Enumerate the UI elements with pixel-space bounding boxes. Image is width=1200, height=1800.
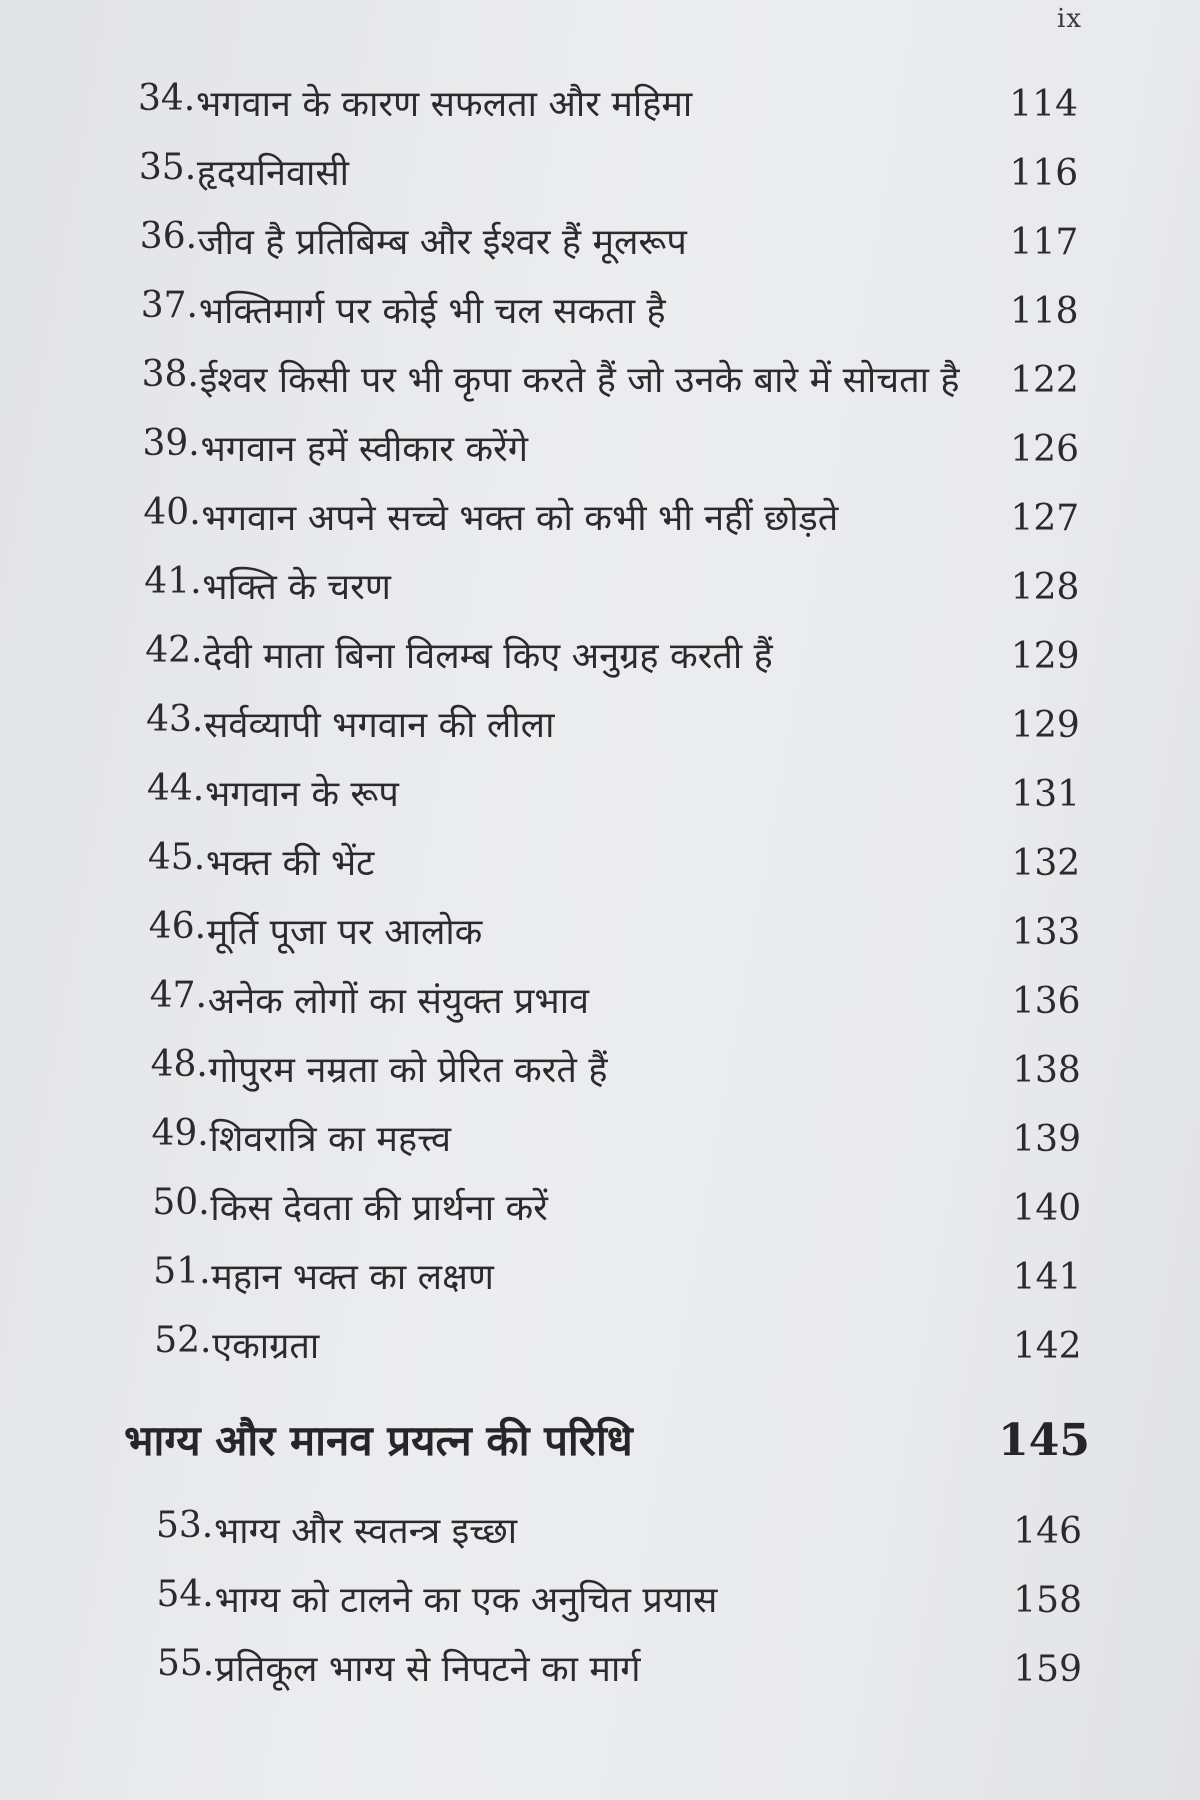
contents-list-part-2 (0, 1497, 1200, 1704)
toc-entry (0, 760, 1200, 829)
entry-title: भक्त की भेंट (205, 843, 375, 884)
table-of-contents (0, 70, 1200, 1704)
entry-number: 42. (145, 630, 203, 671)
entry-page-number: 158 (1013, 1580, 1082, 1621)
entry-title: भगवान के रूप (205, 774, 399, 815)
entry-page-number: 133 (1011, 912, 1081, 953)
entry-page-number: 141 (1012, 1257, 1082, 1298)
toc-entry (0, 346, 1200, 415)
entry-title: भाग्य को टालने का एक अनुचित प्रयास (214, 1580, 718, 1621)
entry-page-number: 159 (1013, 1649, 1082, 1690)
entry-number: 49. (151, 1113, 209, 1154)
entry-page-number: 127 (1010, 498, 1080, 539)
entry-title: शिवरात्रि का महत्त्व (209, 1119, 451, 1160)
entry-number: 45. (147, 837, 206, 878)
entry-number: 43. (146, 699, 204, 740)
entry-number: 50. (152, 1182, 210, 1223)
entry-page-number: 118 (1009, 291, 1079, 332)
entry-number: 55. (157, 1643, 215, 1684)
toc-entry (0, 208, 1200, 277)
toc-entry (0, 1174, 1200, 1243)
section-title: भाग्य और मानव प्रयत्न की परिधि (124, 1416, 633, 1465)
toc-entry (0, 1566, 1200, 1635)
toc-entry (0, 967, 1200, 1036)
entry-title: जीव है प्रतिबिम्ब और ईश्वर हैं मूलरूप (197, 222, 687, 263)
toc-entry (0, 898, 1200, 967)
entry-title: मूर्ति पूजा पर आलोक (206, 912, 483, 953)
entry-number: 40. (143, 492, 201, 533)
entry-page-number: 116 (1009, 153, 1079, 194)
entry-title: भगवान के कारण सफलता और महिमा (196, 84, 693, 125)
entry-page-number: 131 (1011, 774, 1080, 815)
entry-number: 35. (138, 147, 197, 188)
entry-number: 47. (149, 975, 207, 1016)
contents-list-part-1 (0, 70, 1200, 1381)
toc-entry (0, 829, 1200, 898)
entry-page-number: 114 (1009, 84, 1078, 125)
entry-number: 39. (142, 423, 200, 464)
entry-page-number: 129 (1010, 636, 1080, 677)
toc-entry (0, 1105, 1200, 1174)
toc-entry (0, 1497, 1200, 1566)
entry-number: 48. (150, 1044, 208, 1085)
entry-page-number: 126 (1010, 429, 1079, 470)
entry-page-number: 122 (1010, 360, 1079, 401)
entry-page-number: 132 (1011, 843, 1081, 884)
entry-page-number: 146 (1013, 1511, 1082, 1552)
entry-number: 44. (147, 768, 205, 809)
entry-title: महान भक्त का लक्षण (211, 1257, 494, 1298)
entry-page-number: 129 (1011, 705, 1080, 746)
toc-entry (0, 484, 1200, 553)
entry-page-number: 138 (1012, 1050, 1081, 1091)
entry-title: भक्तिमार्ग पर कोई भी चल सकता है (198, 291, 666, 332)
entry-number: 36. (139, 216, 198, 257)
entry-number: 34. (138, 78, 196, 119)
toc-entry (0, 1036, 1200, 1105)
entry-title: ईश्वर किसी पर भी कृपा करते हैं जो उनके बारे में सोचता है (199, 360, 960, 401)
entry-number: 53. (156, 1505, 214, 1546)
toc-entry (0, 1312, 1200, 1381)
entry-title: किस देवता की प्रार्थना करें (210, 1188, 548, 1229)
entry-number: 51. (153, 1251, 211, 1292)
toc-entry (0, 691, 1200, 760)
entry-number: 37. (140, 285, 198, 326)
toc-entry (0, 70, 1200, 139)
entry-title: देवी माता बिना विलम्ब किए अनुग्रह करती हैं (203, 636, 773, 677)
toc-entry (0, 277, 1200, 346)
entry-number: 46. (148, 906, 207, 947)
entry-page-number: 140 (1012, 1188, 1082, 1229)
entry-page-number: 142 (1012, 1326, 1082, 1367)
toc-entry (0, 1243, 1200, 1312)
entry-page-number: 128 (1010, 567, 1080, 608)
toc-entry (0, 553, 1200, 622)
entry-title: प्रतिकूल भाग्य से निपटने का मार्ग (215, 1649, 641, 1690)
entry-title: अनेक लोगों का संयुक्त प्रभाव (207, 981, 590, 1022)
toc-entry (0, 139, 1200, 208)
entry-number: 54. (156, 1574, 214, 1615)
entry-number: 52. (154, 1320, 212, 1361)
section-heading (0, 1395, 1200, 1497)
toc-entry (0, 1635, 1200, 1704)
toc-entry (0, 622, 1200, 691)
entry-title: भगवान हमें स्वीकार करेंगे (200, 429, 529, 470)
entry-page-number: 139 (1012, 1119, 1081, 1160)
entry-page-number: 136 (1011, 981, 1081, 1022)
entry-title: हृदयनिवासी (196, 153, 349, 194)
section-page-number: 145 (998, 1415, 1090, 1466)
page-folio: ix (1057, 4, 1082, 34)
toc-entry (0, 415, 1200, 484)
entry-title: सर्वव्यापी भगवान की लीला (204, 705, 555, 746)
entry-number: 38. (141, 354, 199, 395)
entry-page-number: 117 (1009, 222, 1079, 263)
entry-title: भगवान अपने सच्चे भक्त को कभी भी नहीं छोड़ते (201, 498, 839, 539)
entry-title: गोपुरम नम्रता को प्रेरित करते हैं (208, 1050, 608, 1091)
entry-title: भक्ति के चरण (202, 567, 391, 608)
entry-title: भाग्य और स्वतन्त्र इच्छा (214, 1511, 518, 1552)
entry-title: एकाग्रता (212, 1326, 320, 1367)
entry-number: 41. (144, 561, 202, 602)
